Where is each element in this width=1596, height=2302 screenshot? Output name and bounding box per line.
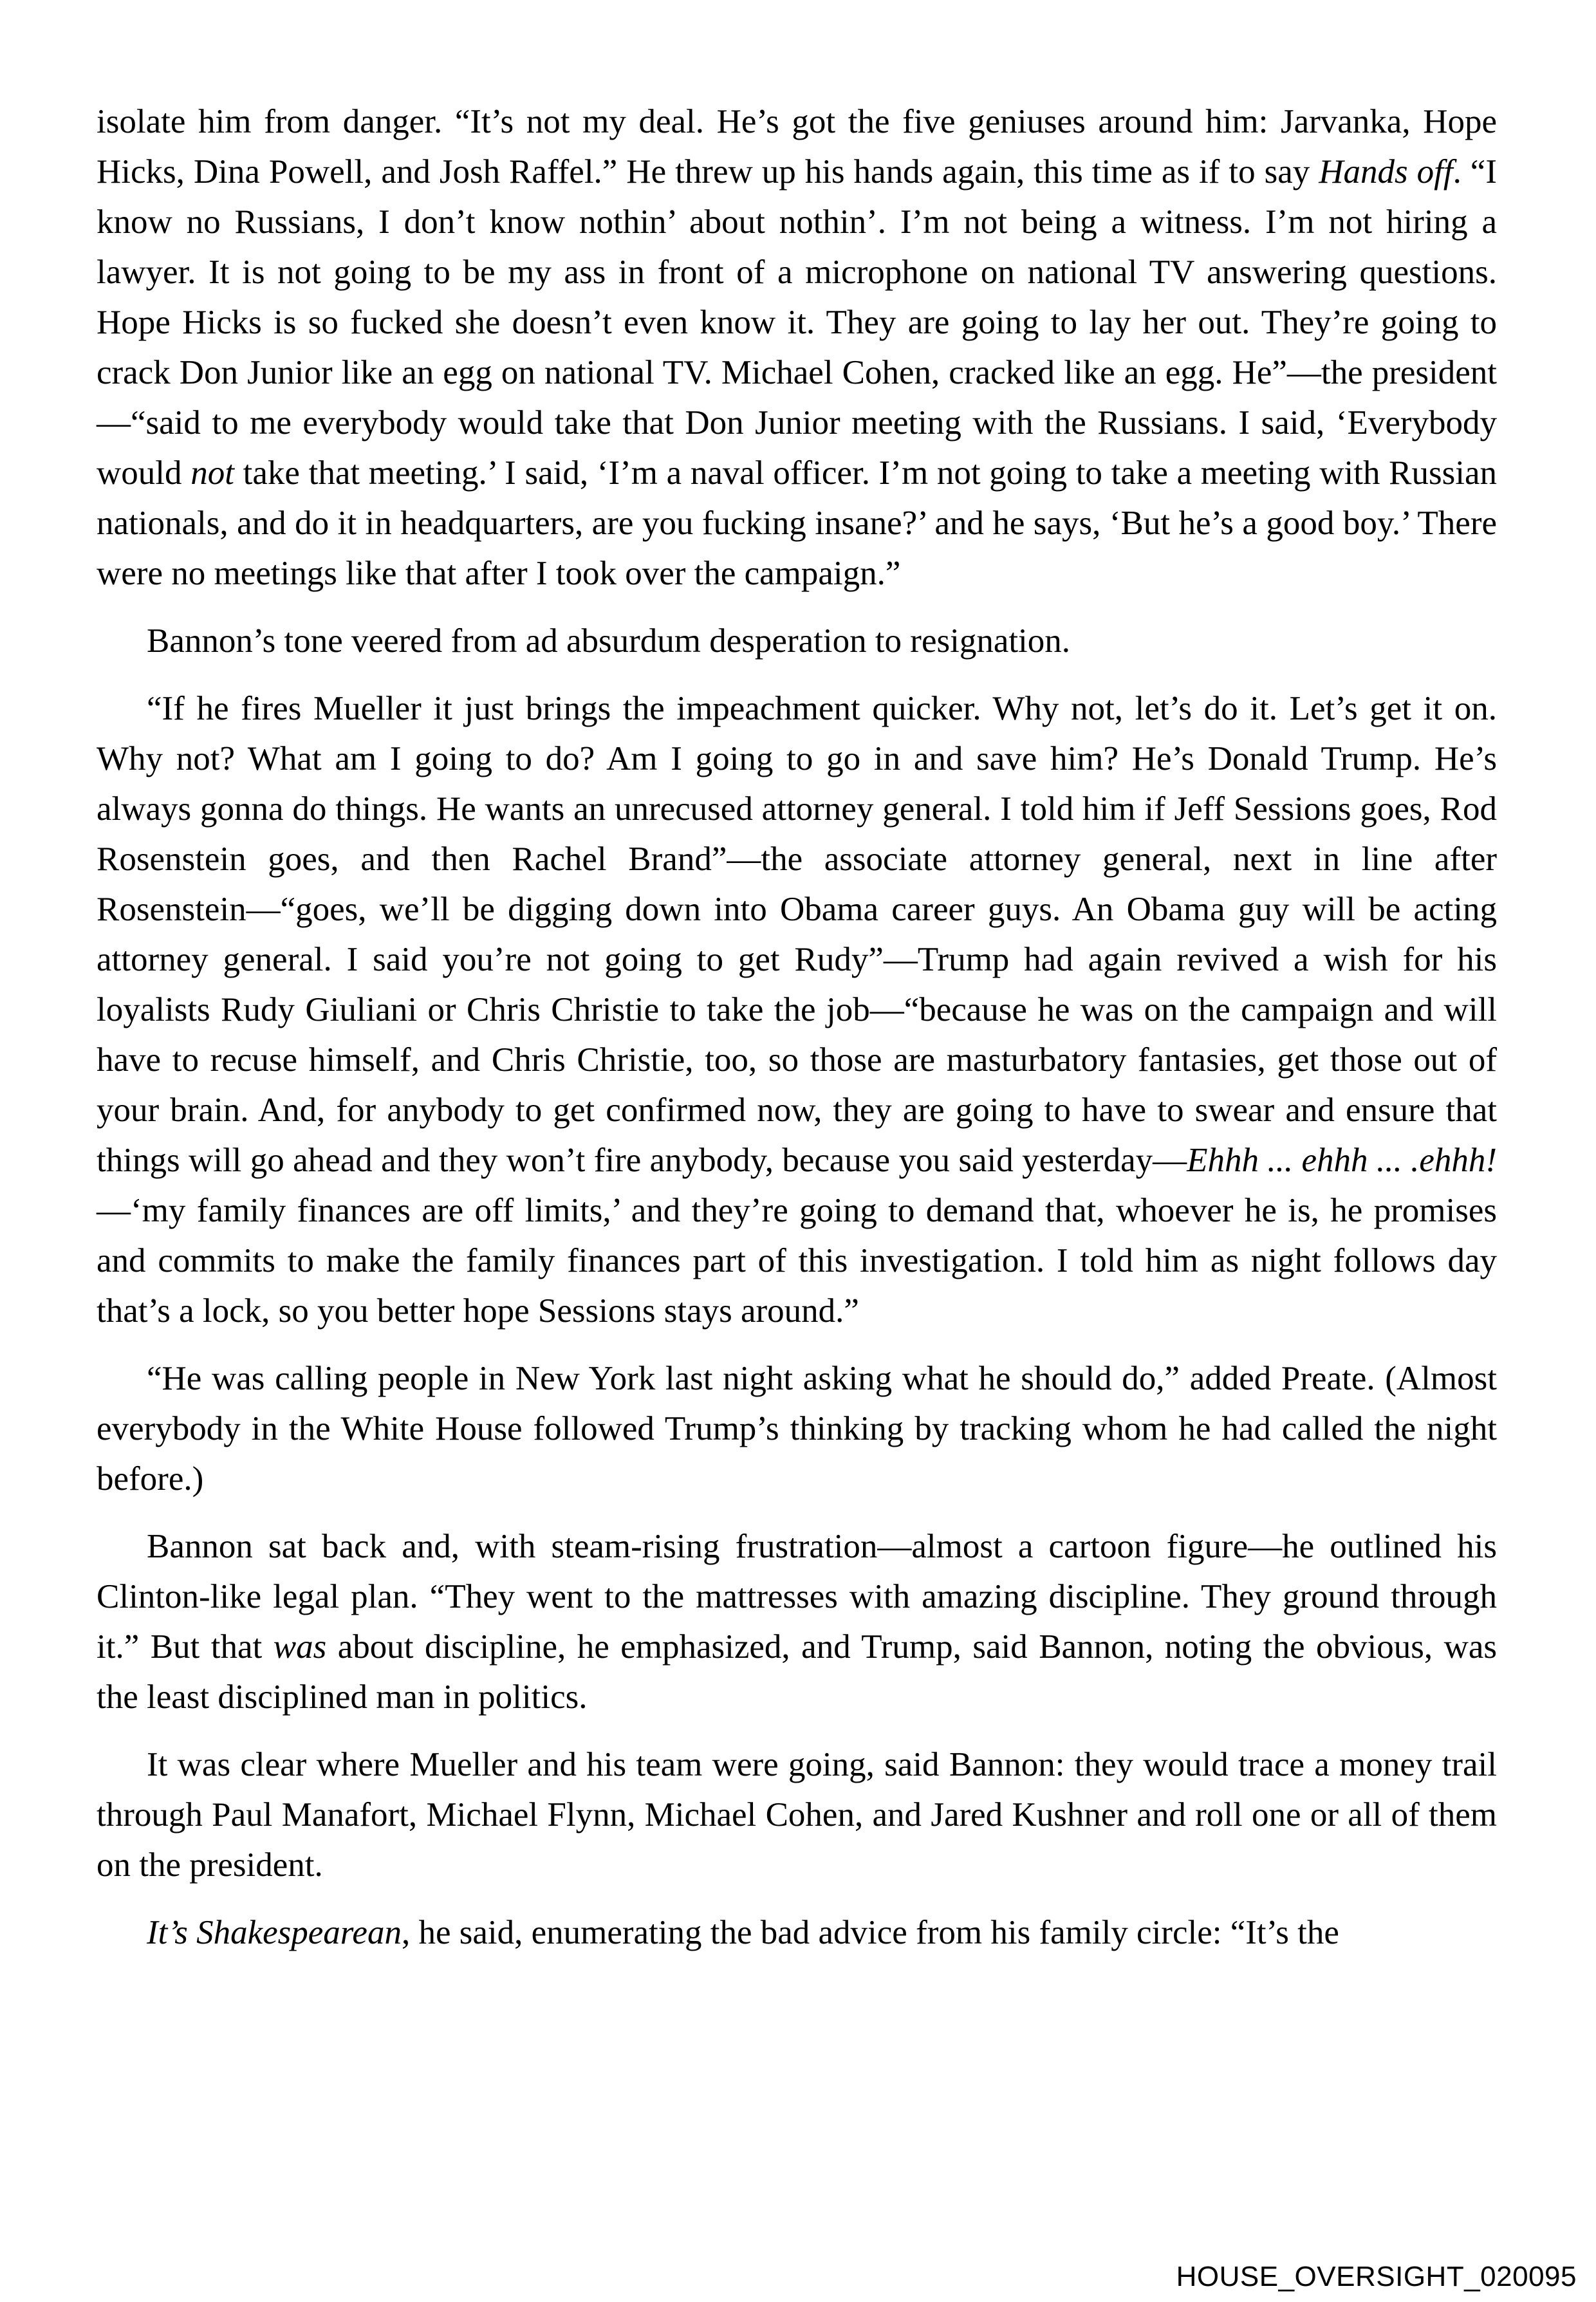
paragraph-3 [97,683,1497,1336]
italic-segment: It’s Shakespearean [147,1914,402,1951]
paragraph-2 [97,616,1497,666]
paragraph-5 [97,1521,1497,1722]
italic-segment: was [273,1628,327,1666]
text-segment: “He was calling people in New York last night asking what he should do,” added Preate. (Almost everybody in the White House followed Trump’s thinking by tracking whom he had called the night before.) [97,1360,1497,1498]
document-id-label: HOUSE_OVERSIGHT_020095 [1176,2261,1577,2292]
paragraph-6 [97,1740,1497,1890]
text-segment: “If he fires Mueller it just brings the impeachment quicker. Why not, let’s do it. Let’s get it on. Why not? What am I going to do? Am I going to go in and save him? He’s Donald Trump. He’s always gonna do things. He wants an unrecused attorney general. I told him if Jeff Sessions goes, Rod Rosenstein goes, and then Rachel Brand”—the associate attorney general, next in line after Rosenstein—“goes, we’ll be digging down into Obama career guys. An Obama guy will be acting attorney general. I said you’re not going to get Rudy”—Trump had again revived a wish for his loyalists Rudy Giuliani or Chris Christie to take the job—“because he was on the campaign and will have to recuse himself, and Chris Christie, too, so those are masturbatory fantasies, get those out of your brain. And, for anybody to get confirmed now, they are going to have to swear and ensure that things will go ahead and they won’t fire anybody, because you said yesterday— [97,690,1497,1179]
text-segment: Bannon sat back and, with steam-rising frustration—almost a cartoon figure—he outlined his Clinton-like legal plan. “They went to the mattresses with amazing discipline. They ground through it.” But that [97,1528,1497,1666]
text-segment: isolate him from danger. “It’s not my deal. He’s got the five geniuses around him: Jarvanka, Hope Hicks, Dina Powell, and Josh Raffel.” He threw up his hands again, this time as if to say [97,103,1497,190]
paragraph-7 [97,1908,1497,1958]
italic-segment: not [190,454,234,492]
page-body-text [97,97,1497,1975]
paragraph-1 [97,97,1497,599]
italic-segment: Hands off [1319,153,1453,190]
text-segment: , he said, enumerating the bad advice from his family circle: “It’s the [401,1914,1339,1951]
italic-segment: Ehhh ... ehhh ... .ehhh! [1187,1142,1497,1179]
text-segment: about discipline, he emphasized, and Trump, said Bannon, noting the obvious, was the least disciplined man in politics. [97,1628,1497,1716]
text-segment: —‘my family finances are off limits,’ and they’re going to demand that, whoever he is, he promises and commits to make the family finances part of this investigation. I told him as night follows day that’s a lock, so you better hope Sessions stays around.” [97,1192,1497,1330]
text-segment: . “I know no Russians, I don’t know nothin’ about nothin’. I’m not being a witness. I’m not hiring a lawyer. It is not going to be my ass in front of a microphone on national TV answering questions. Hope Hicks is so fucked she doesn’t even know it. They are going to lay her out. They’re going to crack Don Junior like an egg on national TV. Michael Cohen, cracked like an egg. He”—the president—“said to me everybody would take that Don Junior meeting with the Russians. I said, ‘Everybody would [97,153,1497,492]
text-segment: It was clear where Mueller and his team were going, said Bannon: they would trace a money trail through Paul Manafort, Michael Flynn, Michael Cohen, and Jared Kushner and roll one or all of them on the president. [97,1746,1497,1884]
paragraph-4 [97,1353,1497,1504]
text-segment: take that meeting.’ I said, ‘I’m a naval officer. I’m not going to take a meeting with Russian nationals, and do it in headquarters, are you fucking insane?’ and he says, ‘But he’s a good boy.’ There were no meetings like that after I took over the campaign.” [97,454,1497,592]
text-segment: Bannon’s tone veered from ad absurdum desperation to resignation. [147,622,1071,660]
